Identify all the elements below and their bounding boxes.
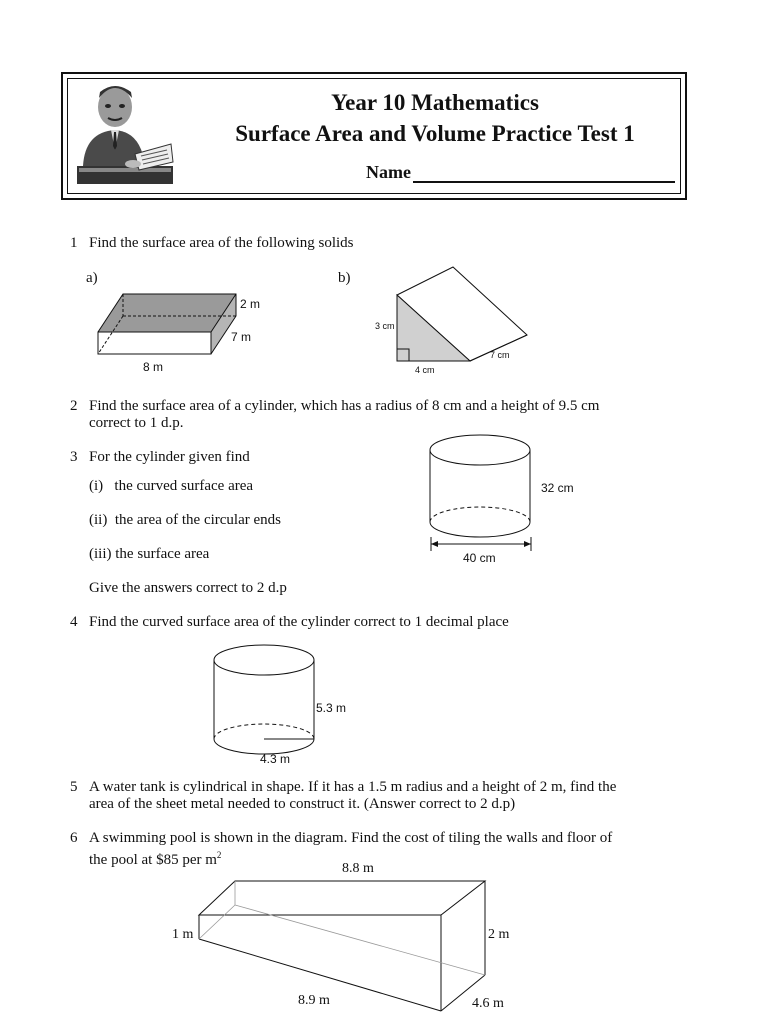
pool-deep-label: 2 m (488, 927, 510, 942)
title-line-2: Surface Area and Volume Practice Test 1 (235, 121, 635, 146)
part-b-label: b) (338, 270, 351, 286)
title-line-1: Year 10 Mathematics (331, 90, 539, 115)
name-label: Name (366, 162, 411, 182)
question-number: 4 (70, 614, 78, 630)
question-2-line-2: correct to 1 d.p. (89, 415, 184, 431)
q3-item-3: (iii) the surface area (89, 546, 210, 562)
question-text: Find the curved surface area of the cylinder correct to 1 decimal place (89, 614, 509, 630)
superscript: 2 (216, 850, 222, 860)
name-row (366, 162, 675, 183)
q3-footer: Give the answers correct to 2 d.p (89, 580, 287, 596)
teacher-clipart-icon (75, 80, 175, 186)
part-a-label: a) (86, 270, 98, 286)
question-number: 1 (70, 235, 78, 251)
question-6-line-2-text: the pool at $85 per m (89, 852, 217, 868)
question-5-line-2: area of the sheet metal needed to construct it. (Answer correct to 2 d.p) (89, 796, 516, 812)
prism-height-label: 2 m (240, 297, 261, 311)
question-text-line-1: Find the surface area of a cylinder, which has a radius of 8 cm and a height of 9.5 cm (89, 398, 600, 414)
question-number: 5 (70, 779, 78, 795)
q3-item-2: (ii) the area of the circular ends (89, 512, 281, 528)
pool-width-label: 4.6 m (472, 996, 504, 1011)
question-text: For the cylinder given find (89, 449, 250, 465)
tri-base-label: 4 cm (415, 365, 435, 375)
question-6-line-2 (89, 847, 221, 869)
question-text: Find the surface area of the following solids (89, 235, 354, 251)
prism-width-label: 7 m (231, 330, 252, 344)
tri-height-label: 3 cm (375, 321, 395, 331)
q3-item-1: (i) the curved surface area (89, 478, 254, 494)
question-number: 2 (70, 398, 78, 414)
cylinder3-height-label: 32 cm (541, 481, 574, 495)
rectangular-prism-figure (95, 290, 215, 360)
cylinder4-height-label: 5.3 m (316, 701, 347, 715)
cylinder4-radius-label: 4.3 m (260, 752, 291, 766)
name-field[interactable] (413, 163, 675, 183)
triangular-prism-figure (390, 265, 550, 365)
question-number: 6 (70, 830, 78, 846)
question-number: 3 (70, 449, 78, 465)
pool-length-label: 8.8 m (342, 861, 374, 876)
question-text-line-1: A water tank is cylindrical in shape. If it has a 1.5 m radius and a height of 2 m, find the (89, 779, 617, 795)
cylinder-figure-q3 (428, 432, 538, 562)
pool-shallow-label: 1 m (172, 927, 194, 942)
tri-length-label: 7 cm (490, 350, 510, 360)
swimming-pool-figure (195, 877, 495, 1017)
pool-slope-label: 8.9 m (298, 993, 330, 1008)
cylinder3-diameter-label: 40 cm (463, 551, 496, 565)
cylinder-figure-q4 (210, 642, 320, 757)
question-text-line-1: A swimming pool is shown in the diagram. Find the cost of tiling the walls and floor of (89, 830, 613, 846)
prism-length-label: 8 m (143, 360, 164, 374)
